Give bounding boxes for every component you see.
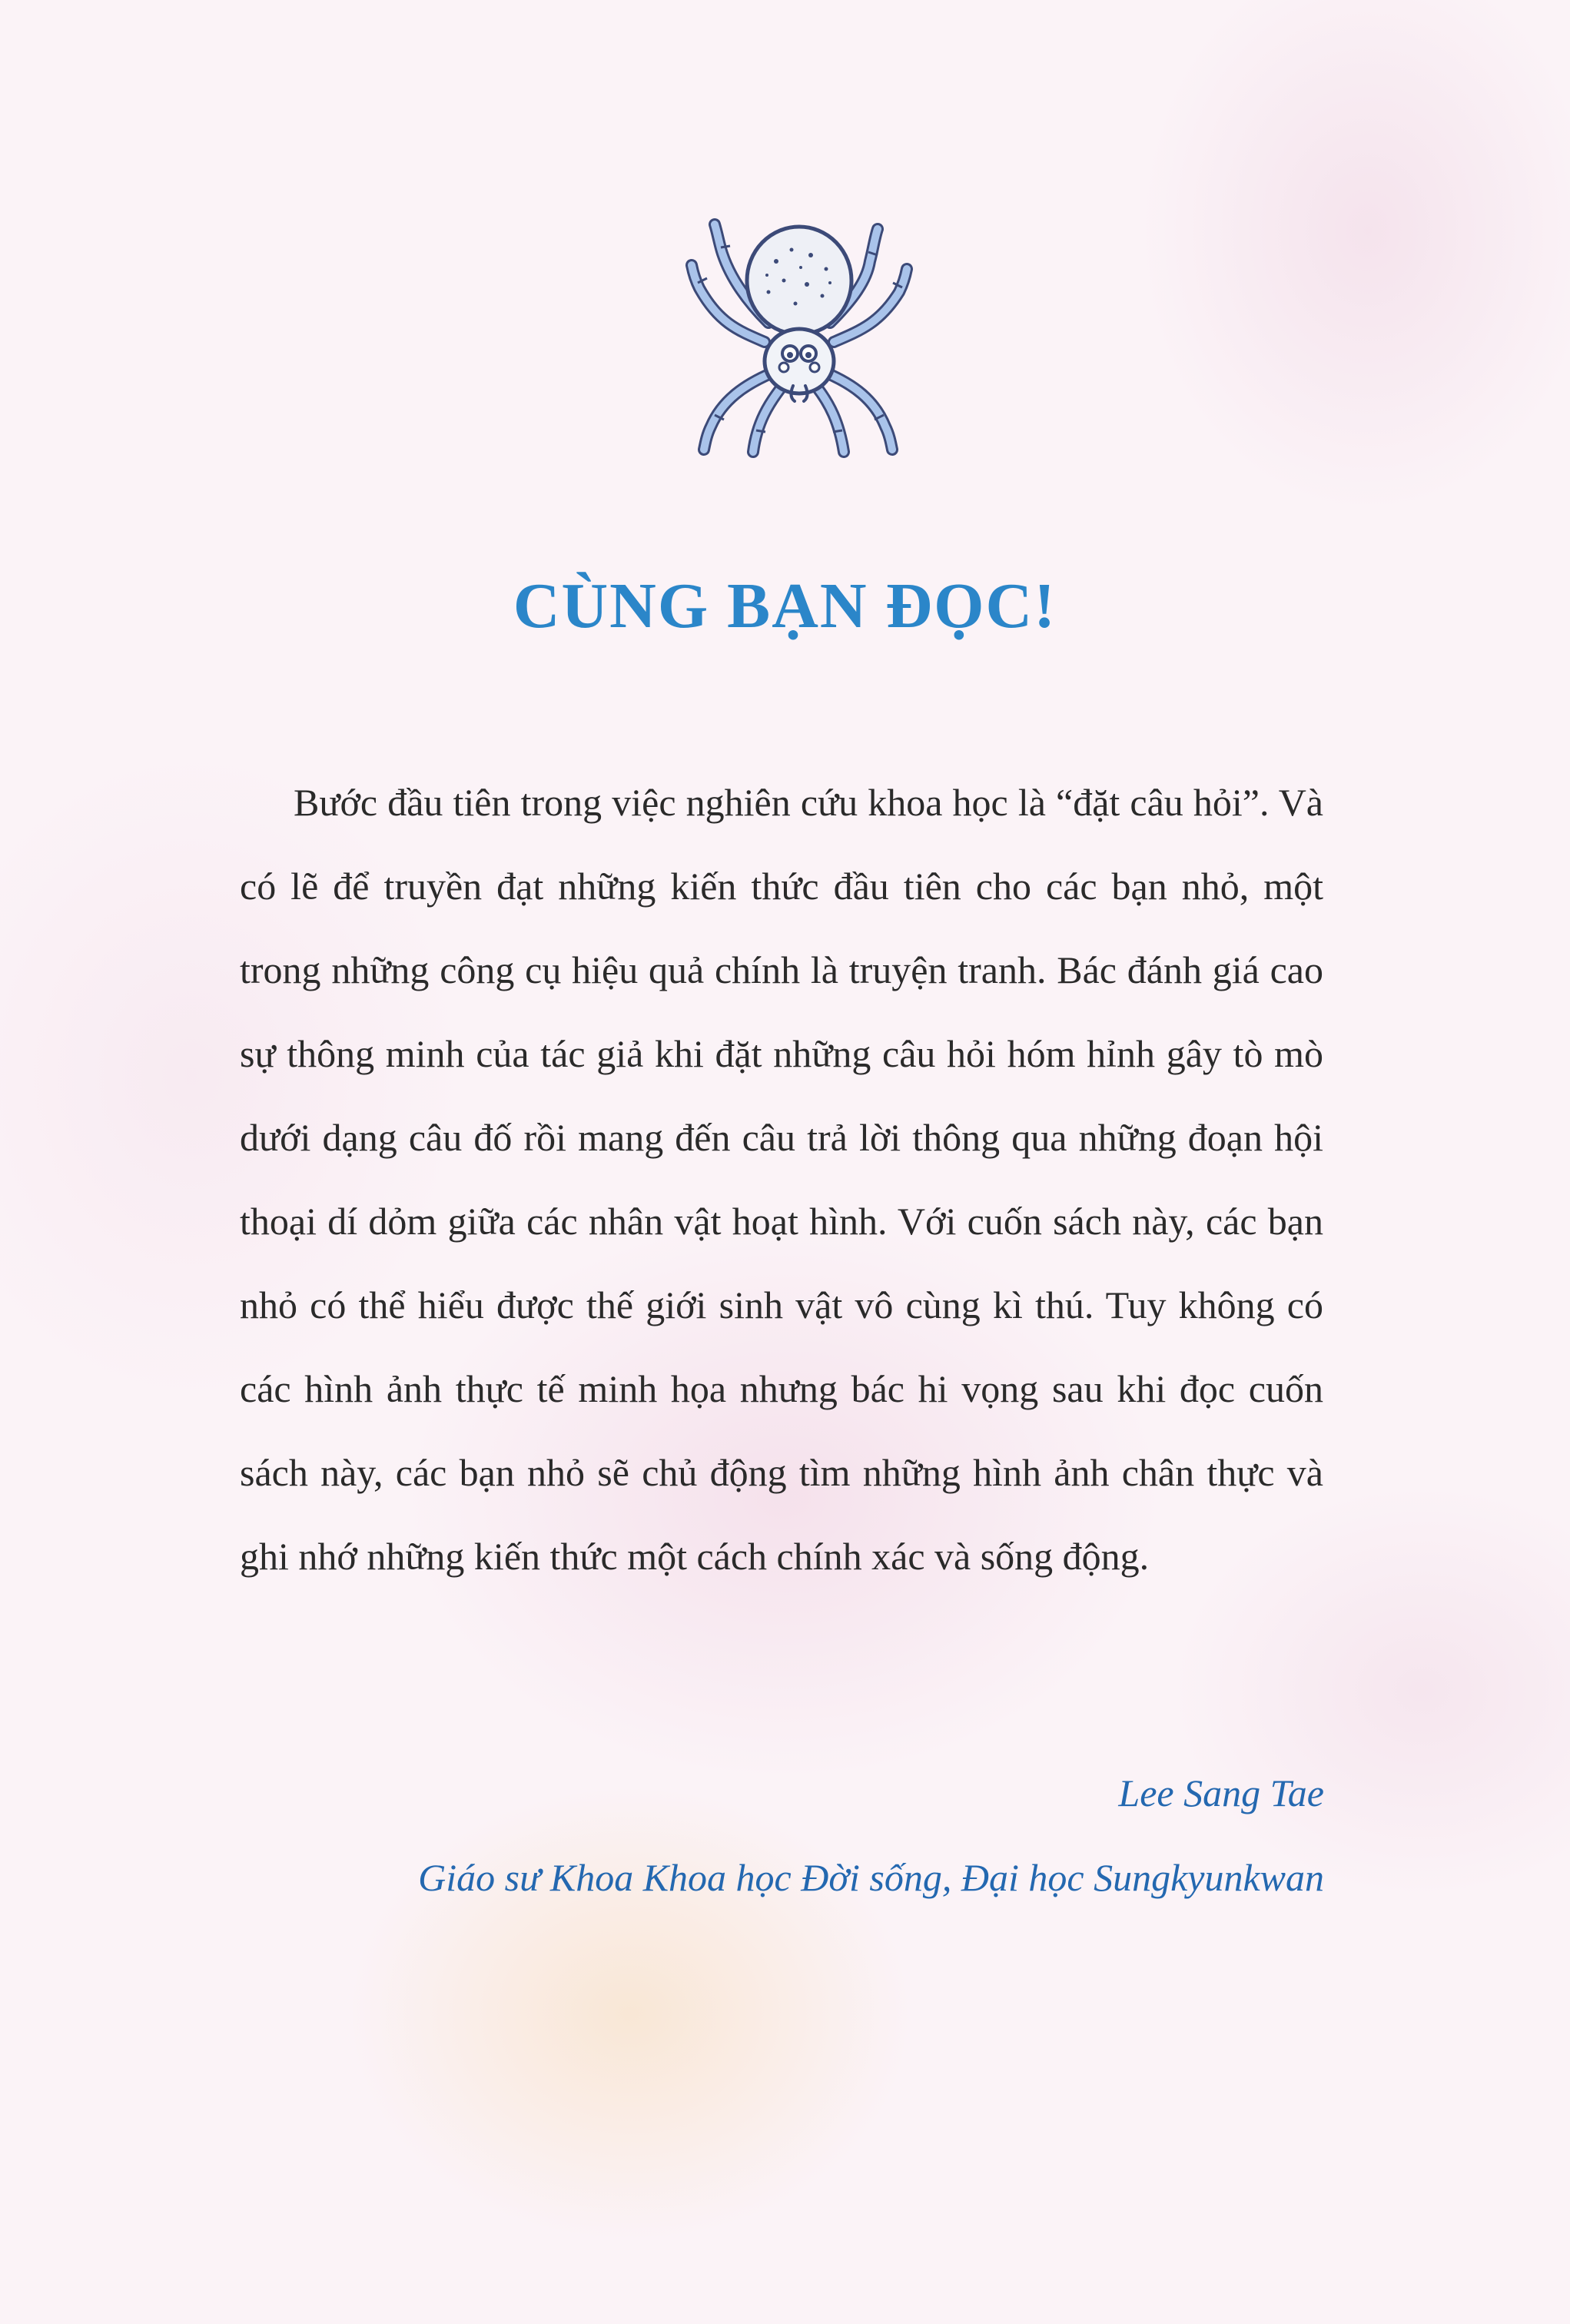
author-name: Lee Sang Tae bbox=[1118, 1771, 1324, 1814]
page-title: CÙNG BẠN ĐỌC! bbox=[513, 570, 1057, 642]
spider-icon bbox=[676, 208, 922, 461]
signature-block bbox=[418, 1751, 1324, 1920]
author-title: Giáo sư Khoa Khoa học Đời sống, Đại học Sungkyunkwan bbox=[418, 1856, 1324, 1899]
body-paragraph: Bước đầu tiên trong việc nghiên cứu khoa học là “đặt câu hỏi”. Và có lẽ để truyền đạt những kiến thức đầu tiên cho các bạn nhỏ, một trong những công cụ hiệu quả chính là truyện tranh. Bác đánh giá cao sự thông minh của tác giả khi đặt những câu hỏi hóm hỉnh gây tò mò dưới dạng câu đố rồi mang đến câu trả lời thông qua những đoạn hội thoại dí dỏm giữa các nhân vật hoạt hình. Với cuốn sách này, các bạn nhỏ có thể hiểu được thế giới sinh vật vô cùng kì thú. Tuy không có các hình ảnh thực tế minh họa nhưng bác hi vọng sau khi đọc cuốn sách này, các bạn nhỏ sẽ chủ động tìm những hình ảnh chân thực và ghi nhớ những kiến thức một cách chính xác và sống động. bbox=[240, 781, 1323, 1578]
